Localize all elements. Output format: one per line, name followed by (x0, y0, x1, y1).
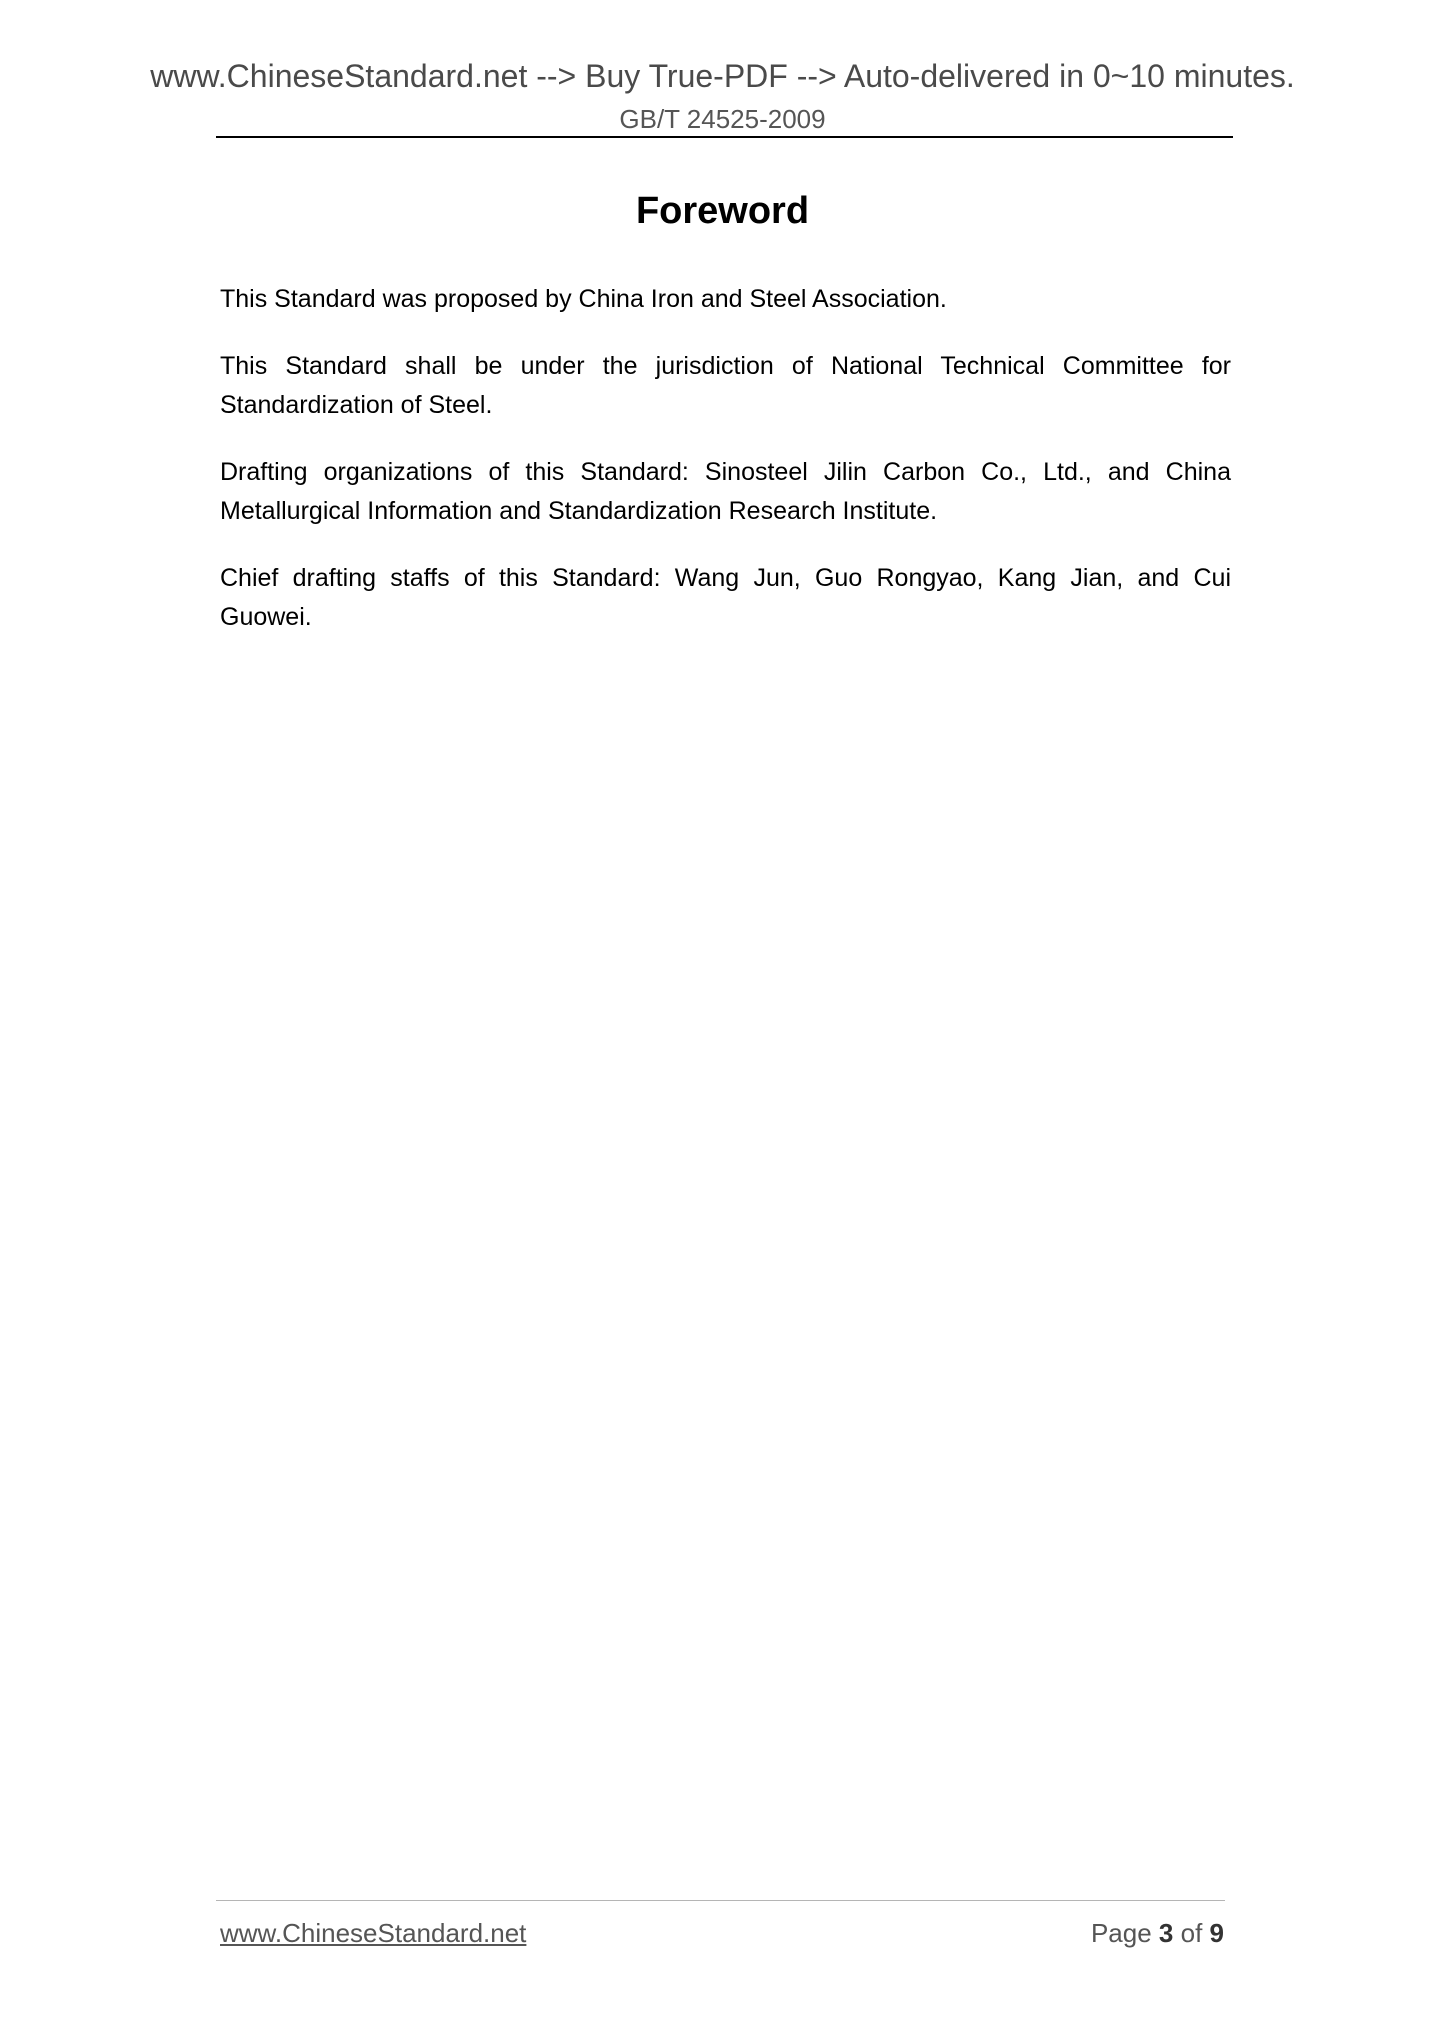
document-code: GB/T 24525-2009 (619, 104, 826, 134)
site-banner: www.ChineseStandard.net --> Buy True-PDF --> Auto-delivered in 0~10 minutes. (150, 58, 1295, 94)
page-current: 3 (1158, 1918, 1174, 1948)
paragraph-drafting-organizations: Drafting organizations of this Standard: Sinosteel Jilin Carbon Co., Ltd., and China Metallurgical Information and Standardization Research Institute. (220, 458, 1231, 525)
header-divider (216, 136, 1233, 138)
page-title: Foreword (635, 190, 810, 232)
paragraph-drafting-staff: Chief drafting staffs of this Standard: Wang Jun, Guo Rongyao, Kang Jian, and Cui Guowei. (220, 564, 1231, 631)
footer-divider (216, 1900, 1225, 1901)
page-number (1091, 1918, 1224, 1949)
paragraph-jurisdiction: This Standard shall be under the jurisdiction of National Technical Committee for Standardization of Steel. (220, 352, 1231, 419)
foreword-body (220, 280, 1231, 665)
page-label: Page (1090, 1918, 1152, 1948)
page-of-label: of (1180, 1918, 1203, 1948)
page-total: 9 (1209, 1918, 1224, 1948)
paragraph-proposed-by: This Standard was proposed by China Iron and Steel Association. (220, 285, 947, 313)
footer-website-link[interactable]: www.ChineseStandard.net (220, 1918, 527, 1948)
